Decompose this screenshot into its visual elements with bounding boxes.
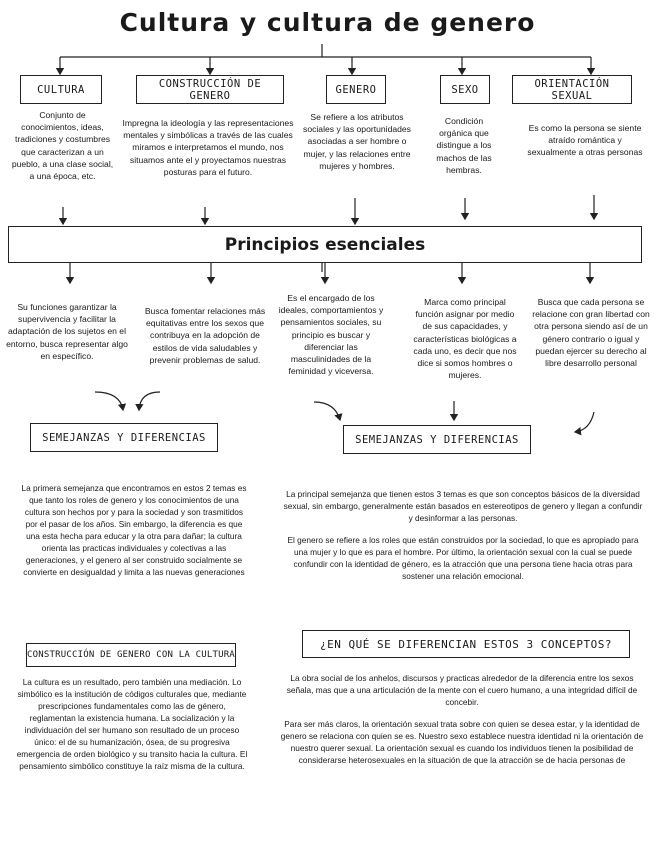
category-text-construccion: Impregna la ideología y las representaciones mentales y simbólicas a través de las cuales miramos e interpretamos el mundo, nos situamos ante el y proyectamos nuestras posturas para el futuro. (122, 118, 294, 177)
question-text (278, 672, 646, 796)
principle-text-construccion: Busca fomentar relaciones más equitativas entre los sexos que contribuya en la adopción de estilos de vida saludables y prevenir problemas de salud. (144, 306, 266, 365)
right-comparison-text (282, 488, 644, 592)
category-text-cultura: Conjunto de conocimientos, ideas, tradiciones y costumbres que caracterizan a un pueblo, a una clase social, a una época, etc. (11, 110, 114, 182)
curve-arrow-2 (139, 392, 160, 410)
category-text-sexo: Condición orgánica que distingue a los machos de las hembras. (436, 116, 492, 175)
principles-banner (8, 226, 642, 263)
question-label: ¿EN QUÉ SE DIFERENCIAN ESTOS 3 CONCEPTOS? (319, 637, 613, 651)
category-text-orientacion: Es como la persona se siente atraído romántica y sexualmente a otras personas (527, 123, 643, 158)
category-text-genero: Se refiere a los atributos sociales y las oportunidades asociadas a ser hombre o mujer, y las relaciones entre mujeres y hombres. (303, 112, 411, 171)
left-comparison-text: La primera semejanza que encontramos en estos 2 temas es que tanto los roles de genero y los conocimientos de una cultura son hechos por y para la sociedad y son trasmitidos por el pasar de los años. Sin embargo, la diferencia es que una esta hecha para educar y la otra para dañar; la cultura orienta las practicas individuales y colectivas a las generaciones, y el genero al ser construido socialmente se convierte en desigualdad y limita a las nuevas generaciones (21, 483, 247, 577)
category-box-orientacion (512, 75, 632, 104)
question-paragraph: Para ser más claros, la orientación sexual trata sobre con quien se desea estar, y la identidad de genero se relaciona con quien se es. Nuestro sexo establece nuestra identidad ni la orientación de nuestro querer sexual. La orientación sexual es cuando los individuos tienen la posibilidad de considerarse heterosexuales en la situación de que la atracción se de hacia personas de (280, 719, 644, 765)
curve-arrow-4 (575, 412, 594, 432)
category-box-cultura (20, 75, 102, 104)
category-label: CULTURA (37, 83, 85, 96)
category-label: SEXO (451, 83, 479, 96)
category-label: CONSTRUCCIÓN DE GENERO (158, 77, 262, 102)
construction-box (26, 643, 236, 667)
category-box-construccion (136, 75, 284, 104)
category-label: ORIENTACIÓN SEXUAL (534, 77, 610, 102)
similarities-box-left (30, 423, 218, 452)
right-paragraph: El genero se refiere a los roles que están construidos por la sociedad, lo que es apropiado para una mujer y lo que es para el hombre. Por último, la orientación sexual con la cual se puede confundir con la identidad de género, es la atracción que una persona tiene hacia otras para sostener una relación emocional. (287, 535, 639, 581)
construction-label: CONSTRUCCIÓN DE GENERO CON LA CULTURA (27, 650, 235, 660)
principle-text-orientacion: Busca que cada persona se relacione con gran libertad con otra persona siendo así de un género contrario o igual y puedan ejercer su derecho al libre desarrollo personal (532, 297, 650, 369)
principle-text-genero: Es el encargado de los ideales, comportamientos y pensamientos sociales, su principio es buscar y diferenciar las masculinidades de la feminidad y viceversa. (278, 293, 384, 377)
curve-arrow-3 (314, 402, 340, 420)
question-box (302, 630, 630, 658)
principles-title: Principios esenciales (224, 234, 426, 255)
similarities-box-right (343, 425, 531, 454)
category-box-sexo (440, 75, 490, 104)
page-title: Cultura y cultura de genero (119, 8, 536, 37)
category-box-genero (326, 75, 386, 104)
category-label: GENERO (335, 83, 377, 96)
construction-text: La cultura es un resultado, pero también una mediación. Lo simbólico es la institución de códigos culturales que, mediante prescripciones fundamentales como las de género, reglamentan la existencia humana. La socialización y la individuación del ser humano son resultado de un proceso único: el de su humanización, ósea, de su progresiva emergencia de orden biológico y su transito hacia la cultura. El pensamiento simbólico constituye la raíz misma de la cultura. (16, 677, 248, 771)
principle-text-sexo: Marca como principal función asignar por medio de sus capacidades, y características biológicas a cada uno, es decir que nos dice si somos hombres o mujeres. (413, 297, 517, 381)
similarities-label: SEMEJANZAS Y DIFERENCIAS (355, 433, 519, 446)
curve-arrow-1 (95, 392, 123, 410)
principle-text-cultura: Su funciones garantizar la supervivencia y facilitar la adaptación de los sujetos en el entorno, busca representar algo en específico. (6, 302, 128, 361)
question-paragraph: La obra social de los anhelos, discursos y practicas alrededor de la diferencia entre los sexos señala, mas que a una articulación de la mente con el cuero humano, a una integridad difícil de concebir. (286, 673, 638, 707)
right-paragraph: La principal semejanza que tienen estos 3 temas es que son conceptos básicos de la diversidad sexual, sin embargo, generalmente están basados en estereotipos de genero y llegan a confundir y desinformar a las personas. (283, 489, 643, 523)
similarities-label: SEMEJANZAS Y DIFERENCIAS (42, 431, 206, 444)
